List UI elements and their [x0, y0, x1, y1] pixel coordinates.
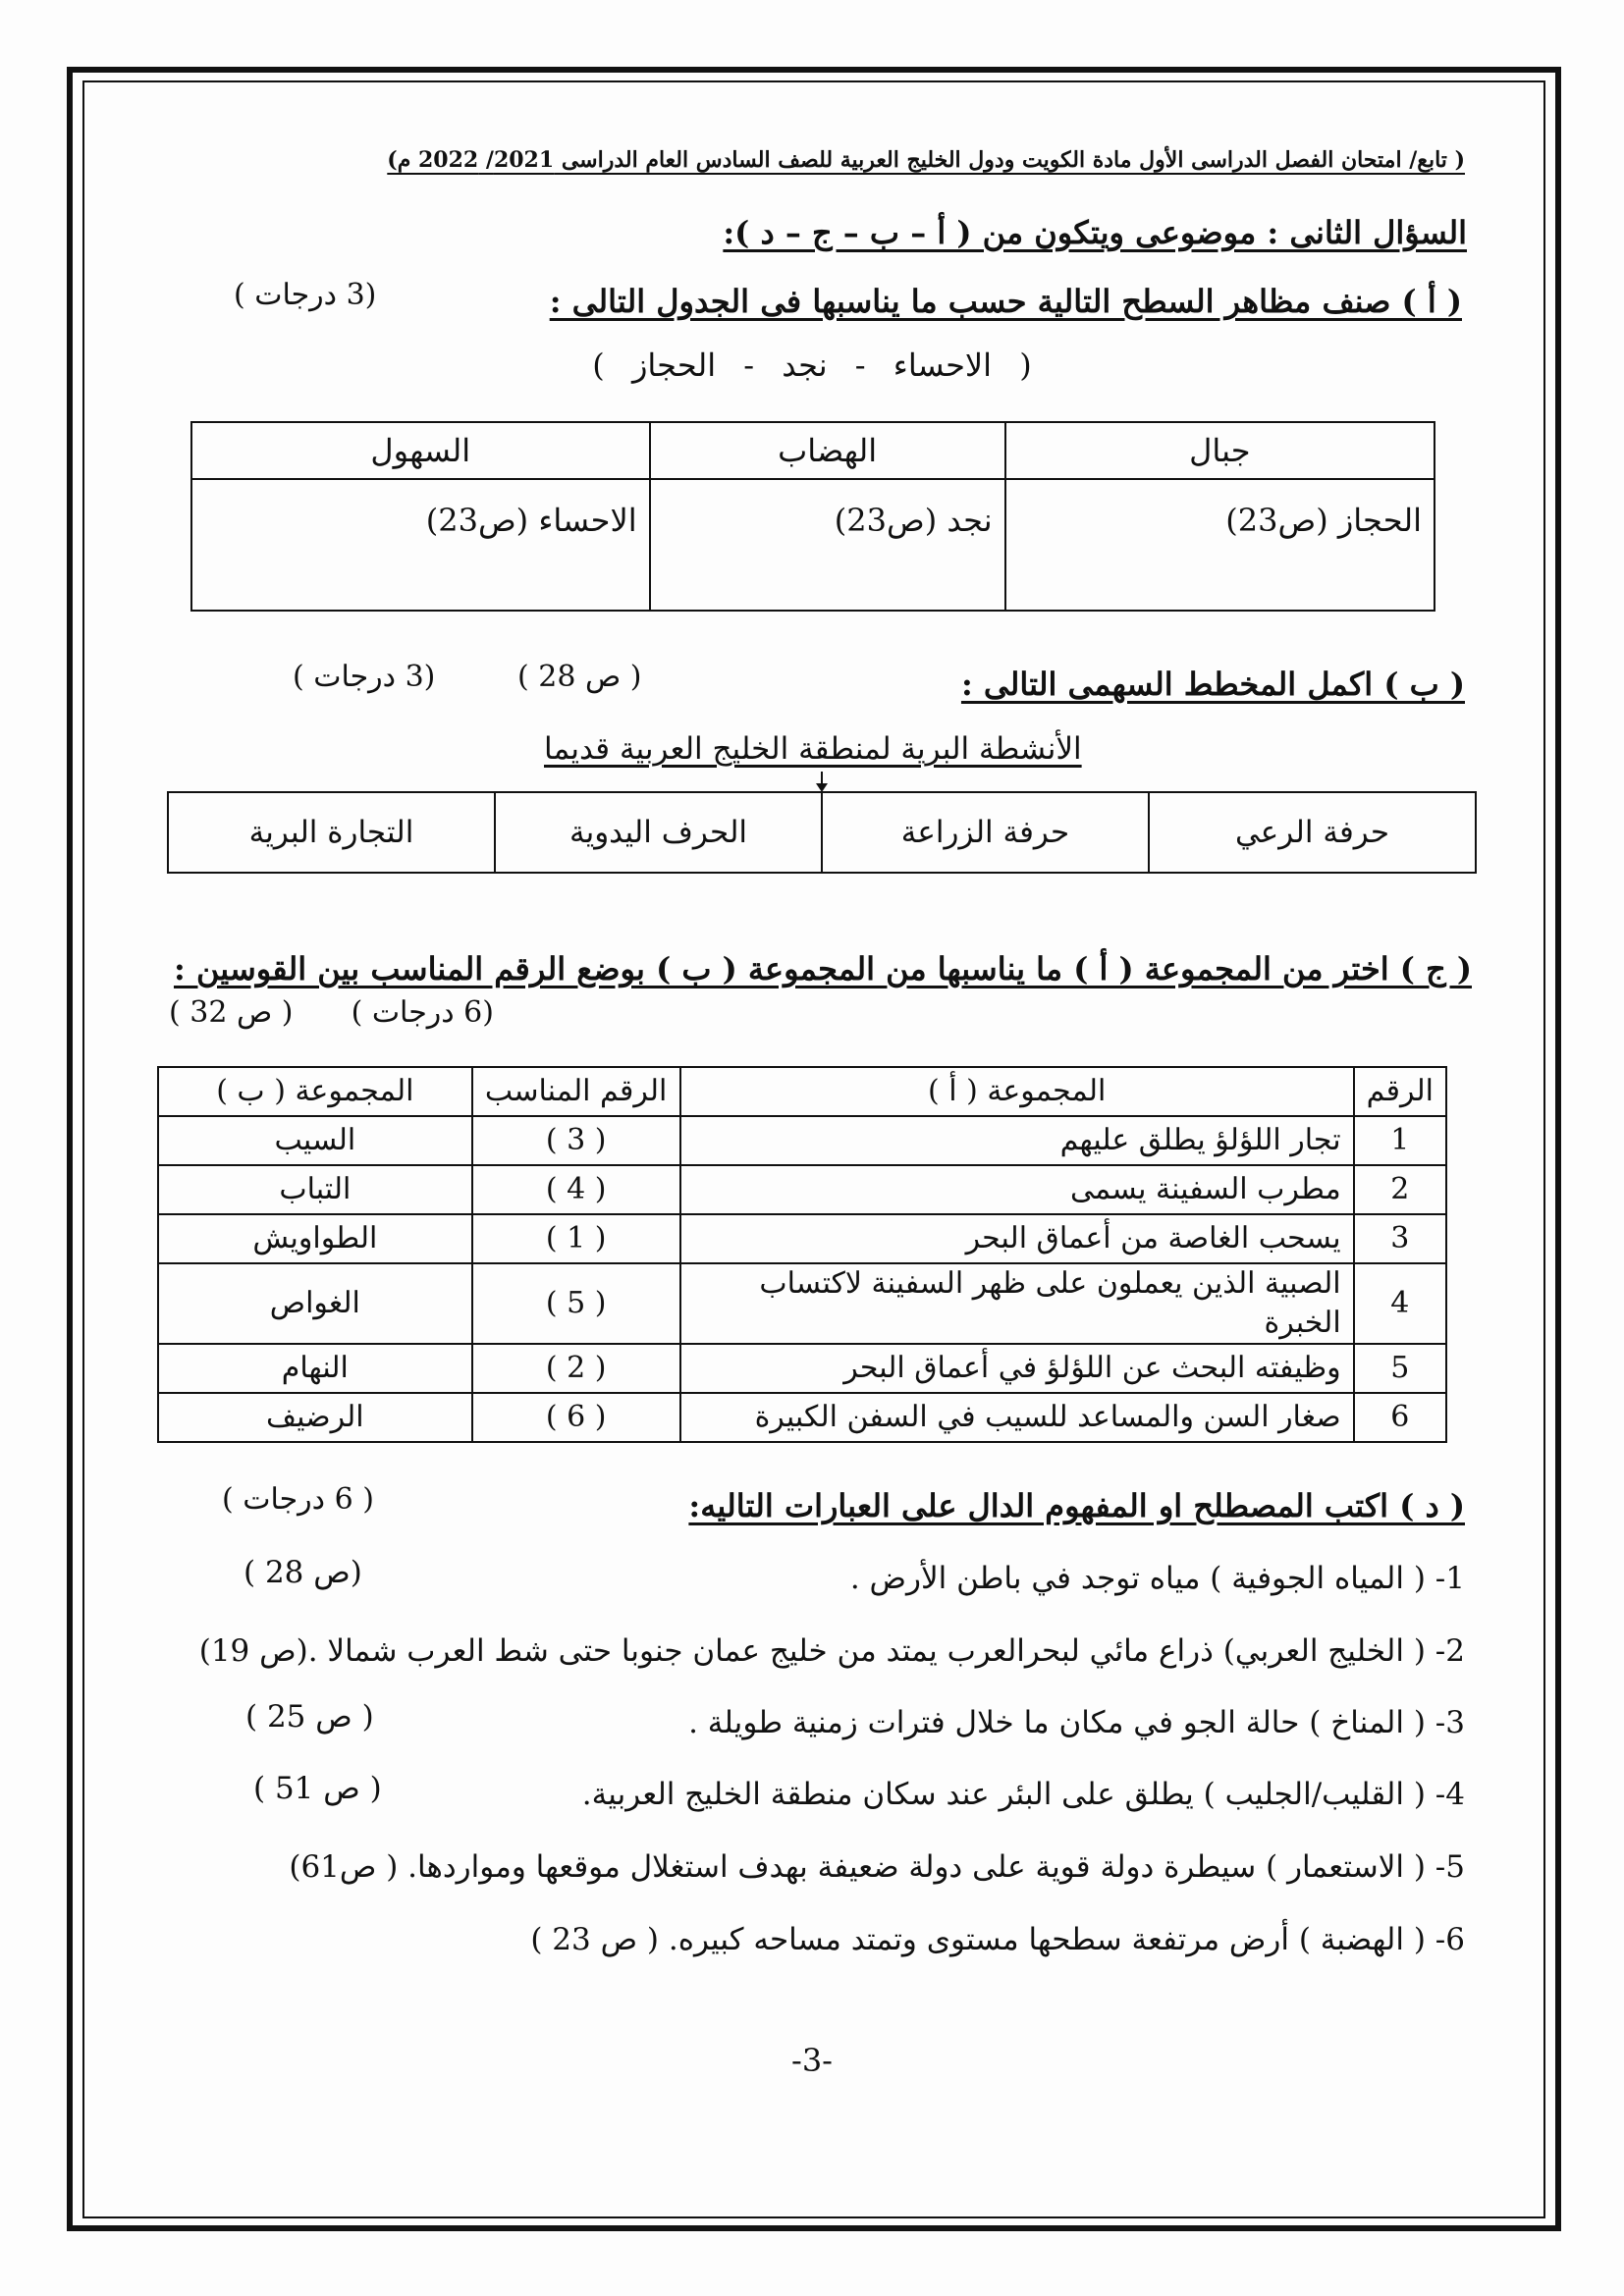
row-number: 4 [1354, 1263, 1446, 1344]
section-a-marks: (3 درجات ) [234, 278, 377, 312]
row-answer: ( 1 ) [472, 1214, 680, 1263]
section-d-title: ( د ) اكتب المصطلح او المفهوم الدال على العبارات التاليه: [688, 1487, 1465, 1524]
row-number: 6 [1354, 1393, 1446, 1442]
term-ref-1: (ص 28 ) [244, 1555, 362, 1590]
question-title: السؤال الثانى : موضوعى ويتكون من ( أ – ب – ج – د ): [723, 214, 1467, 251]
down-arrow-icon [814, 772, 830, 793]
term-line-4: 4- ( القليب/الجليب ) يطلق على البئر عند سكان منطقة الخليج العربية. [581, 1777, 1465, 1812]
row-answer: ( 4 ) [472, 1165, 680, 1214]
answer-plateaus: نجد (ص23) [650, 479, 1005, 611]
classification-table [190, 421, 1435, 612]
row-number: 5 [1354, 1344, 1446, 1393]
row-group-a: الصبية الذين يعملون على ظهر السفينة لاكتساب الخبرة [680, 1263, 1354, 1344]
row-group-b: التباب [158, 1165, 472, 1214]
section-c-marks: (6 درجات ) [351, 995, 494, 1030]
col-number: الرقم [1354, 1067, 1446, 1116]
section-b-marks: (3 درجات ) [293, 660, 436, 694]
activities-diagram [167, 791, 1477, 874]
row-answer: ( 3 ) [472, 1116, 680, 1165]
row-number: 3 [1354, 1214, 1446, 1263]
section-a-title: ( أ ) صنف مظاهر السطح التالية حسب ما يناسبها فى الجدول التالى : [549, 283, 1462, 320]
header-plateaus: الهضاب [650, 422, 1005, 479]
section-d-marks: ( 6 درجات ) [222, 1482, 374, 1517]
row-group-b: الطواويش [158, 1214, 472, 1263]
row-group-b: الرضيف [158, 1393, 472, 1442]
row-group-a: تجار اللؤلؤ يطلق عليهم [680, 1116, 1354, 1165]
row-answer: ( 6 ) [472, 1393, 680, 1442]
exam-header: ( تابع/ امتحان الفصل الدراسى الأول مادة الكويت ودول الخليج العربية للصف السادس العام الدراسى 2021/ 2022 م) [387, 147, 1465, 173]
col-answer: الرقم المناسب [472, 1067, 680, 1116]
section-c-title: ( ج ) اختر من المجموعة ( أ ) ما يناسبها من المجموعة ( ب ) بوضع الرقم المناسب بين القوسين : [173, 950, 1472, 988]
table-row [158, 1165, 1446, 1214]
term-line-5: 5- ( الاستعمار ) سيطرة دولة قوية على دولة ضعيفة بهدف استغلال موقعها ومواردها. ( ص61) [289, 1849, 1465, 1885]
row-group-b: النهام [158, 1344, 472, 1393]
diagram-title: الأنشطة البرية لمنطقة الخليج العربية قديما [544, 731, 1082, 767]
table-row [158, 1116, 1446, 1165]
term-ref-3: ( ص 25 ) [245, 1699, 374, 1735]
section-c-page-ref: ( ص 32 ) [169, 995, 294, 1030]
section-b-page-ref: ( ص 28 ) [517, 660, 642, 694]
section-c-marks-line [169, 995, 494, 1030]
table-row [158, 1263, 1446, 1344]
row-group-b: السيب [158, 1116, 472, 1165]
col-group-b: المجموعة ( ب ) [158, 1067, 472, 1116]
page-number: -3- [791, 2042, 833, 2079]
row-group-b: الغواص [158, 1263, 472, 1344]
matching-table [157, 1066, 1447, 1443]
row-group-a: يسحب الغاصة من أعماق البحر [680, 1214, 1354, 1263]
row-group-a: وظيفته البحث عن اللؤلؤ في أعماق البحر [680, 1344, 1354, 1393]
section-a-options: ( الاحساء - نجد - الحجاز ) [592, 347, 1032, 384]
answer-mountains: الحجاز (ص23) [1005, 479, 1435, 611]
header-mountains: جبال [1005, 422, 1435, 479]
term-line-1: 1- ( المياه الجوفية ) مياه توجد في باطن الأرض . [849, 1561, 1465, 1596]
box-land-trade: التجارة البرية [168, 792, 495, 873]
box-grazing: حرفة الرعي [1149, 792, 1476, 873]
row-number: 1 [1354, 1116, 1446, 1165]
col-group-a: المجموعة ( أ ) [680, 1067, 1354, 1116]
table-row [158, 1393, 1446, 1442]
box-agriculture: حرفة الزراعة [822, 792, 1149, 873]
header-plains: السهول [191, 422, 650, 479]
row-group-a: صغار السن والمساعد للسيب في السفن الكبيرة [680, 1393, 1354, 1442]
answer-plains: الاحساء (ص23) [191, 479, 650, 611]
box-handicrafts: الحرف اليدوية [495, 792, 822, 873]
term-line-2: 2- ( الخليج العربي) ذراع مائي لبحرالعرب يمتد من خليج عمان جنوبا حتى شط العرب شمالا .(ص 19) [198, 1633, 1465, 1669]
term-line-3: 3- ( المناخ ) حالة الجو في مكان ما خلال فترات زمنية طويلة . [688, 1705, 1465, 1740]
table-row [158, 1214, 1446, 1263]
row-number: 2 [1354, 1165, 1446, 1214]
section-b-title: ( ب ) اكمل المخطط السهمى التالى : [960, 666, 1465, 703]
row-answer: ( 2 ) [472, 1344, 680, 1393]
term-ref-4: ( ص 51 ) [253, 1771, 382, 1806]
table-row [158, 1344, 1446, 1393]
row-group-a: مطرب السفينة يسمى [680, 1165, 1354, 1214]
row-answer: ( 5 ) [472, 1263, 680, 1344]
term-line-6: 6- ( الهضبة ) أرض مرتفعة سطحها مستوى وتمتد مساحه كبيره. ( ص 23 ) [530, 1922, 1465, 1957]
